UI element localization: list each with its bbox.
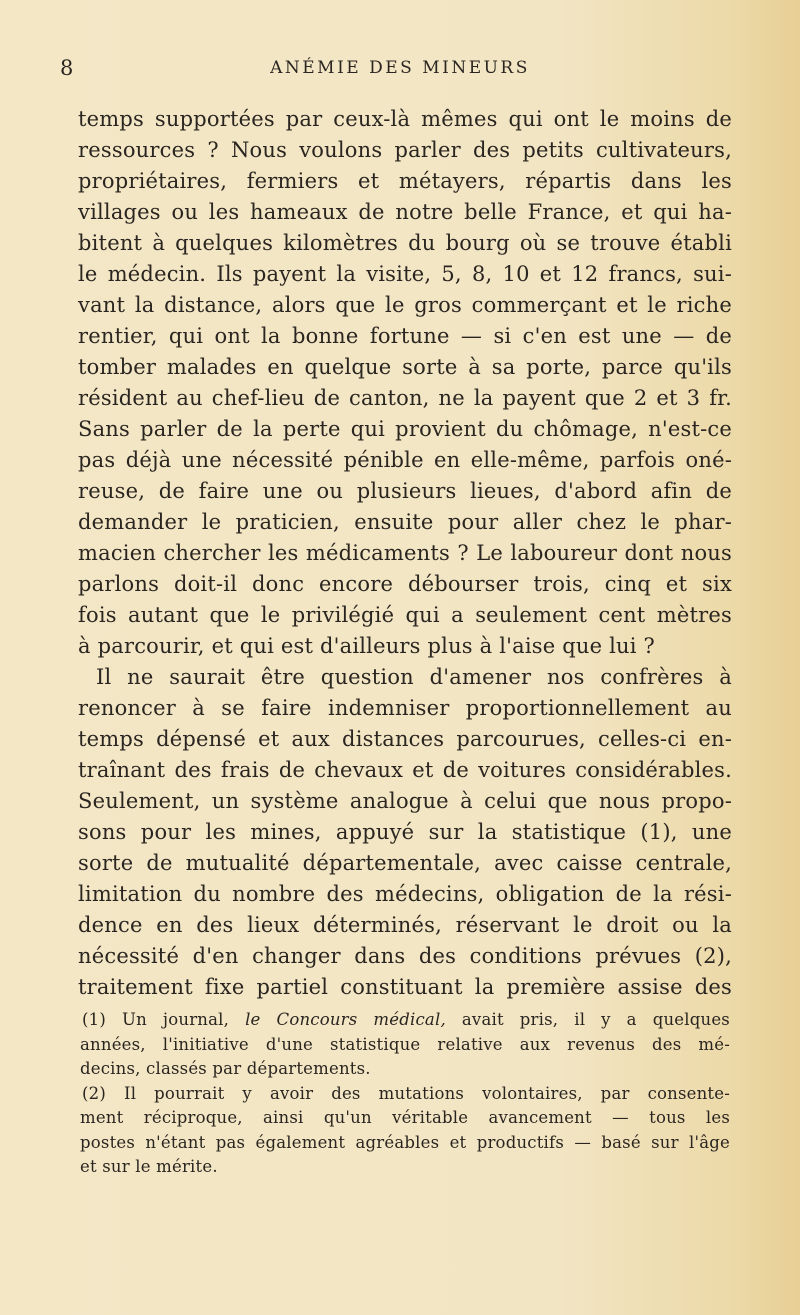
- footnote-1-marker: (1): [82, 1010, 106, 1029]
- text-line: villages ou les hameaux de notre belle France, et qui ha-: [78, 200, 732, 224]
- text-line: traînant des frais de chevaux et de voitures considérables.: [78, 758, 732, 782]
- text-line: le médecin. Ils payent la visite, 5, 8, 10 et 12 francs, sui-: [78, 262, 732, 286]
- page-number: 8: [60, 56, 74, 80]
- text-line: traitement fixe partiel constituant la première assise des: [78, 975, 732, 999]
- text-line: vant la distance, alors que le gros commerçant et le riche: [78, 293, 732, 317]
- text-line: dence en des lieux déterminés, réservant le droit ou la: [78, 913, 732, 937]
- footnote-1-text: Un journal,: [121, 1010, 230, 1029]
- footnote-1-line: années, l'initiative d'une statistique relative aux revenus des mé-: [80, 1034, 730, 1054]
- footnotes: [80, 1008, 730, 1180]
- text-line: nécessité d'en changer dans des conditions prévues (2),: [78, 944, 732, 968]
- footnote-1-line: decins, classés par départements.: [80, 1059, 371, 1078]
- text-line: reuse, de faire une ou plusieurs lieues, d'abord afin de: [78, 479, 732, 503]
- text-line: sons pour les mines, appuyé sur la statistique (1), une: [78, 820, 732, 844]
- text-line: à parcourir, et qui est d'ailleurs plus à l'aise que lui ?: [78, 634, 656, 658]
- text-line: Il ne saurait être question d'amener nos confrères à: [96, 665, 732, 689]
- text-line: Seulement, un système analogue à celui que nous propo-: [78, 789, 732, 813]
- text-line: fois autant que le privilégié qui a seulement cent mètres: [78, 603, 732, 627]
- body-text: [78, 104, 732, 1003]
- text-line: pas déjà une nécessité pénible en elle-même, parfois oné-: [78, 448, 732, 472]
- text-line: résident au chef-lieu de canton, ne la payent que 2 et 3 fr.: [78, 386, 732, 410]
- text-line: demander le praticien, ensuite pour aller chez le phar-: [78, 510, 732, 534]
- text-line: temps dépensé et aux distances parcourues, celles-ci en-: [78, 727, 732, 751]
- journal-title: le Concours médical,: [245, 1010, 446, 1029]
- text-line: rentier, qui ont la bonne fortune — si c'en est une — de: [78, 324, 732, 348]
- footnote-2-line: postes n'étant pas également agréables et productifs — basé sur l'âge: [80, 1132, 730, 1152]
- running-head: [60, 56, 740, 86]
- text-line: tomber malades en quelque sorte à sa porte, parce qu'ils: [78, 355, 732, 379]
- text-line: bitent à quelques kilomètres du bourg où se trouve établi: [78, 231, 732, 255]
- text-line: parlons doit-il donc encore débourser trois, cinq et six: [78, 572, 732, 596]
- text-line: macien chercher les médicaments ? Le laboureur dont nous: [78, 541, 732, 565]
- footnote-1-text: avait pris, il y a quelques: [461, 1010, 730, 1029]
- text-line: Sans parler de la perte qui provient du chômage, n'est-ce: [78, 417, 732, 441]
- text-line: temps supportées par ceux-là mêmes qui ont le moins de: [78, 107, 732, 131]
- text-line: sorte de mutualité départementale, avec caisse centrale,: [78, 851, 732, 875]
- text-line: renoncer à se faire indemniser proportionnellement au: [78, 696, 732, 720]
- text-line: limitation du nombre des médecins, obligation de la rési-: [78, 882, 732, 906]
- text-line: propriétaires, fermiers et métayers, répartis dans les: [78, 169, 732, 193]
- footnote-2-line: et sur le mérite.: [80, 1157, 218, 1176]
- footnote-1-line: [80, 1008, 730, 1033]
- footnote-2-line: (2) Il pourrait y avoir des mutations volontaires, par consente-: [82, 1083, 730, 1103]
- text-line: ressources ? Nous voulons parler des petits cultivateurs,: [78, 138, 732, 162]
- running-title: ANÉMIE DES MINEURS: [270, 58, 530, 78]
- footnote-2-line: ment réciproque, ainsi qu'un véritable avancement — tous les: [80, 1108, 730, 1127]
